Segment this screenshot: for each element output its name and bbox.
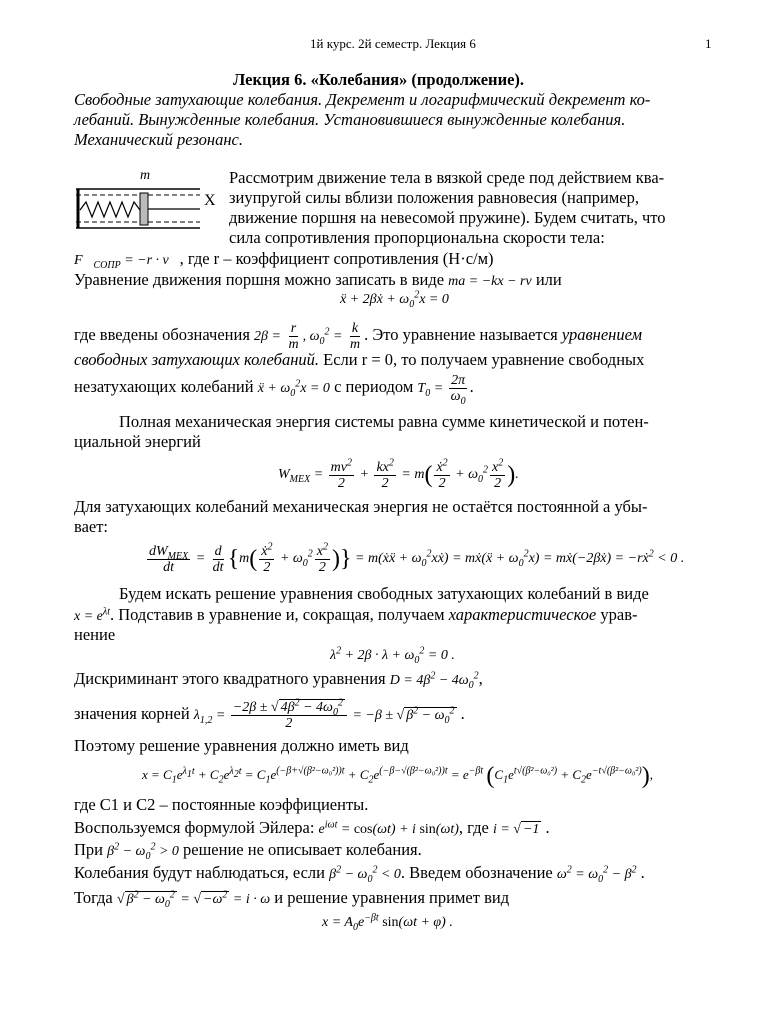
eq-energy: $W_{МЕХ}$ = $\frac{mv^2}{2}$ + $\frac{kx^2}{2}$ = m( $\frac{ẋ^2}{2}$ + $\omega_0^2$ $\frac{x^2}{2}$ ). xyxy=(278,456,519,491)
discriminant-line: Дискриминант этого квадратного уравнения $D = 4\beta^2 - 4\omega_0^2$, xyxy=(74,669,483,691)
intro-line-1: Рассмотрим движение тела в вязкой среде под действием ква- xyxy=(229,168,665,187)
constants-line: где C1 и C2 – постоянные коэффициенты. xyxy=(74,795,369,814)
seek-line-1: Будем искать решение уравнения свободных затухающих колебаний в виде xyxy=(119,584,649,603)
intro-line-2: зиупругой силы вблизи положения равновесия (например, xyxy=(229,188,640,207)
solution-line: Поэтому решение уравнения должно иметь вид xyxy=(74,736,409,755)
damped-line-2: вает: xyxy=(74,517,109,536)
piston-figure xyxy=(72,165,222,245)
then-line: Тогда √ $\beta^2 - \omega_0^2$ = √ $-\omega^2 = i \cdot \omega$ и решение уравнения примет вид xyxy=(74,888,510,910)
subtitle-line-1: Свободные затухающие колебания. Декремент и логарифмический декремент ко- xyxy=(74,90,651,109)
roots-line: значения корней $\lambda_{1,2}$ = $\frac{-2\beta \pm √ 4\beta^2 - 4\omega_0^2}{2}$ = −β ± √ $\beta^2 - \omega_0^2$ . xyxy=(74,697,465,732)
mass-label: m xyxy=(140,168,151,183)
oscillation-line: Колебания будут наблюдаться, если $\beta^2 - \omega_0^2 < 0$. Введем обозначение $\omega^2 = \omega_0^2 - \beta^2$ . xyxy=(74,863,645,885)
eq-general-solution: $x = C_1e^{\lambda_1t} + C_2e^{\lambda_2t} = C_1e^{(-\beta+√(\beta^2-\omega_0^2))t} + C_2e^{(-\beta-√(\beta^2-\omega_0^2))t} = e^{-\beta t}$ $(C_1e^{t√(\beta^2-\omega_0^2)} + C_2e^{-t√(\beta^2-\omega_0^2)})$, xyxy=(142,763,653,790)
subtitle-line-2: лебаний. Вынужденные колебания. Установившиеся вынужденные колебания. xyxy=(74,110,626,129)
eq-energy-derivative: $\frac{dW_{МЕХ}}{dt}$ = $\frac{d}{dt}$ {m( $\frac{ẋ^2}{2}$ + $\omega_0^2$ $\frac{x^2}{2}$ )} = m(ẋẍ + $\omega_0^2xẋ$) = mẋ(ẍ + $\omega_0^2x$) = mẋ(−2βẋ) = −rẋ$^2$ < 0 . xyxy=(149,540,685,575)
damped-line-1: Для затухающих колебаний механическая энергия не остаётся постоянной а убы- xyxy=(74,497,648,516)
euler-line: Воспользуемся формулой Эйлера: $e^{i\omega t} = \cos(\omega t) + i$ sin(ωt), где i = √ −1 . xyxy=(74,818,550,837)
lecture-title: Лекция 6. «Колебания» (продолжение). xyxy=(233,70,525,89)
eq-damped-solution: $x = A_0e^{-\beta t}$ sin(ωt + φ) . xyxy=(322,912,453,933)
eq-motion: ẍ + 2βẋ + $\omega_0^2x = 0$ xyxy=(340,289,449,310)
eq-characteristic: $\lambda^2 + 2\beta \cdot \lambda + \omega_0^2 = 0$ . xyxy=(330,645,455,666)
subtitle-line-3: Механический резонанс. xyxy=(74,130,243,149)
axis-label: X xyxy=(204,192,216,209)
running-header: 1й курс. 2й семестр. Лекция 6 xyxy=(310,36,476,51)
undamped-line: незатухающих колебаний ẍ + $\omega_0^2x = 0$ с периодом $T_0$ = $\frac{2\pi}{\omega_0}$ . xyxy=(74,373,474,408)
energy-line-2: циальной энергий xyxy=(74,432,201,451)
seek-line-3: нение xyxy=(74,625,116,644)
energy-line-1: Полная механическая энергия системы равна сумме кинетической и потен- xyxy=(119,412,649,431)
when-line: При $\beta^2 - \omega_0^2 > 0$ решение не описывает колебания. xyxy=(74,840,422,862)
free-eq-line: свободных затухающих колебаний. Если r = 0, то получаем уравнение свободных xyxy=(74,350,645,369)
intro-line-3: движение поршня на невесомой пружине). Будем считать, что xyxy=(229,208,666,227)
page-number: 1 xyxy=(705,36,712,51)
intro-line-4: сила сопротивления пропорциональна скорости тела: xyxy=(229,228,605,247)
notation-line: где введены обозначения 2β = $\frac{r}{m}$ , $\omega_0^2$ = $\frac{k}{m}$ . Это уравнение называется уравнением xyxy=(74,321,643,353)
seek-line-2: $x = e^{\lambda t}$. Подставив в уравнение и, сокращая, получаем характеристическое урав- xyxy=(74,605,638,624)
force-line: $F⃗_{СОПР} = -r$ · v⃗, где r – коэффициент сопротивления (Н·с/м) xyxy=(74,249,494,271)
motion-line: Уравнение движения поршня можно записать в виде ma = −kx − rv или xyxy=(74,270,562,289)
